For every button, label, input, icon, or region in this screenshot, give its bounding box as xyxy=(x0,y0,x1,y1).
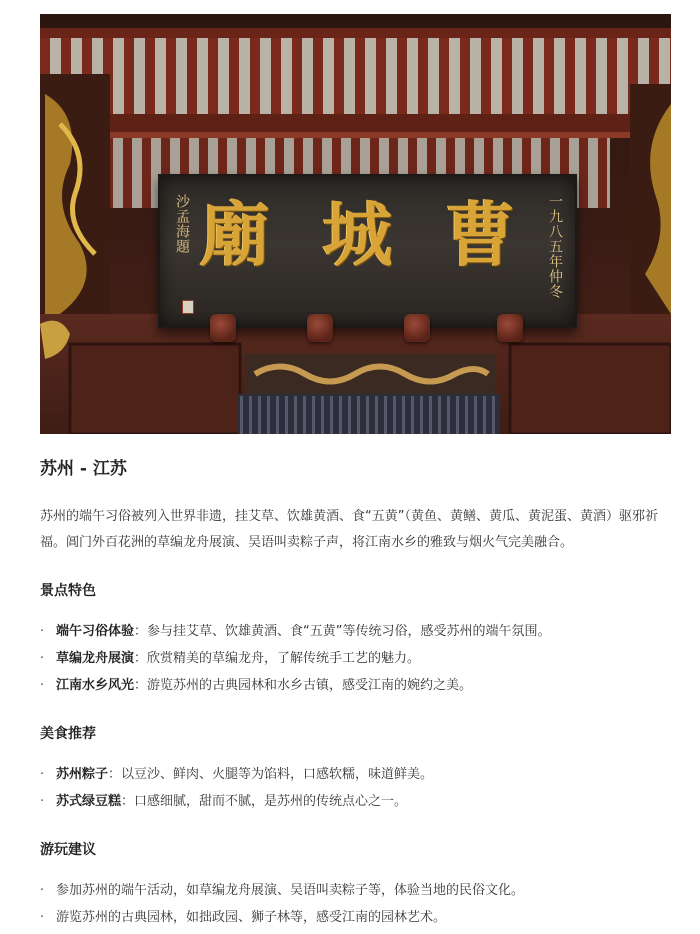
door-slat xyxy=(285,396,288,434)
attractions-list xyxy=(40,618,665,699)
bullet-dot: · xyxy=(40,767,45,782)
item-description: ：以豆沙、鲜肉、火腿等为馅料，口感软糯，味道鲜美。 xyxy=(108,767,434,782)
rafter-beam xyxy=(460,36,470,118)
plaque-character: 廟 xyxy=(200,193,270,276)
rafter-beam xyxy=(502,36,512,118)
door-slat xyxy=(456,396,459,434)
intro-paragraph: 苏州的端午习俗被列入世界非遗，挂艾草、饮雄黄酒、食“五黄”（黄鱼、黄鳝、黄瓜、黄泥蛋、黄酒）驱邪祈福。阊门外百花洲的草编龙舟展演、吴语叫卖粽子声，将江南水乡的雅致与烟火气完美融合。 xyxy=(40,509,658,550)
rafter-beam xyxy=(142,138,151,208)
temple-name-plaque xyxy=(158,174,577,328)
door-slat xyxy=(357,396,360,434)
item-description: ：参与挂艾草、饮雄黄酒、食“五黄”等传统习俗，感受苏州的端午氛围。 xyxy=(134,624,551,639)
section-title-food: 美食推荐 xyxy=(40,726,96,742)
item-description: ：游览苏州的古典园林和水乡古镇，感受江南的婉约之美。 xyxy=(134,678,473,693)
rafter-beam xyxy=(586,36,596,118)
bullet-dot: · xyxy=(40,883,45,898)
rafter-beam xyxy=(334,36,344,118)
door-slat xyxy=(366,396,369,434)
location-title: 苏州 - 江苏 xyxy=(40,459,127,479)
door-slat xyxy=(258,396,261,434)
item-description: 参加苏州的端午活动，如草编龙舟展演、吴语叫卖粽子等，体验当地的民俗文化。 xyxy=(56,883,525,898)
door-slat xyxy=(294,396,297,434)
plaque-characters xyxy=(200,193,515,276)
door-slat xyxy=(321,396,324,434)
door-slat xyxy=(312,396,315,434)
rafter-beam xyxy=(376,36,386,118)
rafter-beam xyxy=(123,138,132,208)
door-slat xyxy=(447,396,450,434)
rafter-beam xyxy=(565,36,575,118)
list-item xyxy=(40,788,665,815)
rafter-beam xyxy=(271,36,281,118)
item-description: 游览苏州的古典园林，如拙政园、狮子林等，感受江南的园林艺术。 xyxy=(56,910,447,925)
rafter-beam xyxy=(187,36,197,118)
door-slat xyxy=(240,396,243,434)
door-slat xyxy=(339,396,342,434)
door-slat xyxy=(420,396,423,434)
rafter-beam xyxy=(208,36,218,118)
rafter-beam xyxy=(229,36,239,118)
rafter-beam xyxy=(166,36,176,118)
door-slat xyxy=(393,396,396,434)
door-slat xyxy=(483,396,486,434)
door-slat xyxy=(384,396,387,434)
rafter-beam xyxy=(145,36,155,118)
wooden-peg xyxy=(210,314,236,342)
rafter-beam xyxy=(607,36,617,118)
rafter-beam xyxy=(481,36,491,118)
door-slat xyxy=(276,396,279,434)
door-slat xyxy=(249,396,252,434)
rafter-beam xyxy=(523,36,533,118)
rafter-beam xyxy=(544,36,554,118)
rafter-beam xyxy=(250,36,260,118)
bullet-dot: · xyxy=(40,910,45,925)
item-name: 端午习俗体验 xyxy=(56,624,135,639)
rafter-beam xyxy=(579,138,588,208)
rafter-beam xyxy=(313,36,323,118)
plaque-date-inscription: 一九八五年仲冬 xyxy=(547,194,563,299)
plaque-character: 城 xyxy=(322,193,393,276)
plaque-character: 曹 xyxy=(445,193,515,276)
door-slat xyxy=(402,396,405,434)
rafter-beam xyxy=(598,138,607,208)
rafter-beam xyxy=(355,36,365,118)
section-title-attractions: 景点特色 xyxy=(40,583,96,599)
bullet-dot: · xyxy=(40,794,45,809)
tips-list xyxy=(40,877,665,931)
door-slat xyxy=(438,396,441,434)
hero-photo xyxy=(40,14,671,434)
door-slat xyxy=(429,396,432,434)
door-slat xyxy=(267,396,270,434)
section-title-tips: 游玩建议 xyxy=(40,842,96,858)
list-item xyxy=(40,761,665,788)
item-name: 苏州粽子 xyxy=(56,767,109,782)
door-slat xyxy=(411,396,414,434)
bullet-dot: · xyxy=(40,651,45,666)
door-slat xyxy=(303,396,306,434)
item-name: 江南水乡风光 xyxy=(56,678,135,693)
door-slat xyxy=(492,396,495,434)
rafter-beam xyxy=(439,36,449,118)
rafter-beam xyxy=(418,36,428,118)
list-item xyxy=(40,904,665,931)
list-item xyxy=(40,877,665,904)
rafter-beam xyxy=(124,36,134,118)
door-slat xyxy=(465,396,468,434)
plaque-calligrapher-signature: 沙孟海題 xyxy=(174,194,190,254)
item-description: ：口感细腻，甜而不腻，是苏州的传统点心之一。 xyxy=(121,794,408,809)
door-slat xyxy=(375,396,378,434)
bullet-dot: · xyxy=(40,624,45,639)
wooden-peg xyxy=(307,314,333,342)
door-slat xyxy=(474,396,477,434)
item-name: 草编龙舟展演 xyxy=(56,651,135,666)
article-content xyxy=(40,456,665,931)
plaque-seal-stamp xyxy=(182,300,194,314)
list-item xyxy=(40,672,665,699)
door-slat xyxy=(348,396,351,434)
rafter-beam xyxy=(292,36,302,118)
list-item xyxy=(40,645,665,672)
item-name: 苏式绿豆糕 xyxy=(56,794,122,809)
bullet-dot: · xyxy=(40,678,45,693)
wooden-peg xyxy=(497,314,523,342)
rafter-beam xyxy=(397,36,407,118)
door-slat xyxy=(330,396,333,434)
item-description: ：欣赏精美的草编龙舟，了解传统手工艺的魅力。 xyxy=(134,651,421,666)
wooden-peg xyxy=(404,314,430,342)
list-item xyxy=(40,618,665,645)
food-list xyxy=(40,761,665,815)
